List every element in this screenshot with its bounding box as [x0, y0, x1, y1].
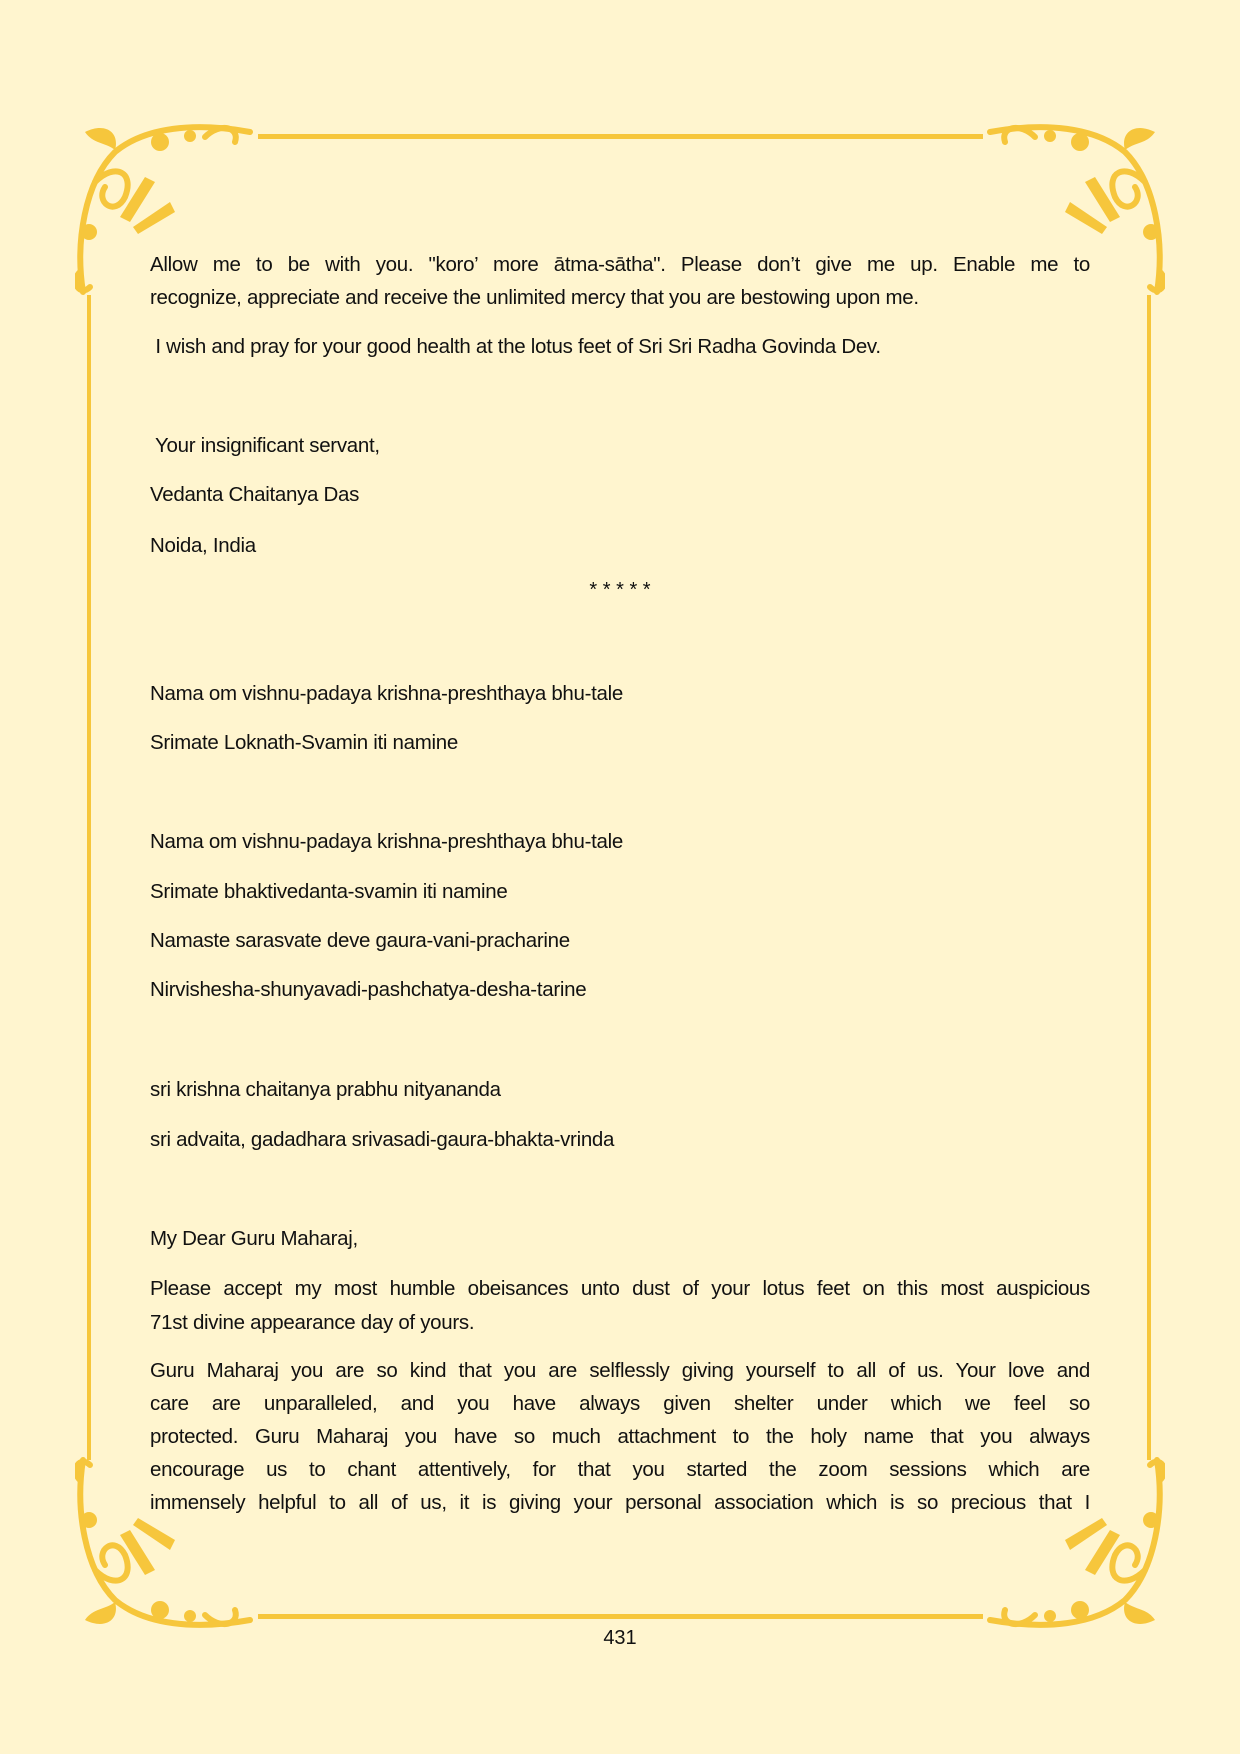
paragraph-line: immensely helpful to all of us, it is giving your personal association which is so precious that I: [150, 1491, 1090, 1514]
paragraph-line: 71st divine appearance day of yours.: [150, 1311, 475, 1334]
signature-name: Vedanta Chaitanya Das: [150, 483, 360, 506]
closing-line: Your insignificant servant,: [150, 434, 380, 457]
verse-line: Nirvishesha-shunyavadi-pashchatya-desha-tarine: [150, 978, 587, 1001]
section-separator: * * * * *: [589, 579, 651, 601]
frame-bottom-line: [258, 1614, 983, 1619]
frame-right-line: [1147, 295, 1151, 1460]
page-number: 431: [603, 1627, 637, 1649]
prayer-line: I wish and pray for your good health at the lotus feet of Sri Sri Radha Govinda Dev.: [150, 335, 881, 358]
verse-line: Namaste sarasvate deve gaura-vani-pracharine: [150, 929, 570, 952]
verse-line: Nama om vishnu-padaya krishna-preshthaya bhu-tale: [150, 830, 624, 853]
salutation: My Dear Guru Maharaj,: [150, 1227, 358, 1250]
paragraph-line: Allow me to be with you. "koro’ more ātma-sātha". Please don’t give me up. Enable me to: [150, 253, 1090, 276]
frame-top-line: [258, 134, 983, 139]
paragraph-line: Guru Maharaj you are so kind that you are selflessly giving yourself to all of us. Your love and: [150, 1359, 1090, 1382]
verse-line: Srimate Loknath-Svamin iti namine: [150, 731, 458, 754]
verse-line: sri advaita, gadadhara srivasadi-gaura-bhakta-vrinda: [150, 1128, 615, 1151]
verse-line: sri krishna chaitanya prabhu nityananda: [150, 1078, 501, 1101]
verse-line: Srimate bhaktivedanta-svamin iti namine: [150, 880, 508, 903]
paragraph-line: Please accept my most humble obeisances unto dust of your lotus feet on this most auspicious: [150, 1277, 1090, 1300]
frame-left-line: [87, 295, 91, 1460]
paragraph-line: protected. Guru Maharaj you have so much attachment to the holy name that you always: [150, 1425, 1090, 1448]
signature-place: Noida, India: [150, 534, 256, 557]
paragraph-line: recognize, appreciate and receive the unlimited mercy that you are bestowing upon me.: [150, 286, 919, 309]
verse-line: Nama om vishnu-padaya krishna-preshthaya bhu-tale: [150, 682, 624, 705]
paragraph-line: care are unparalleled, and you have always given shelter under which we feel so: [150, 1392, 1090, 1415]
paragraph-line: encourage us to chant attentively, for that you started the zoom sessions which are: [150, 1458, 1090, 1481]
